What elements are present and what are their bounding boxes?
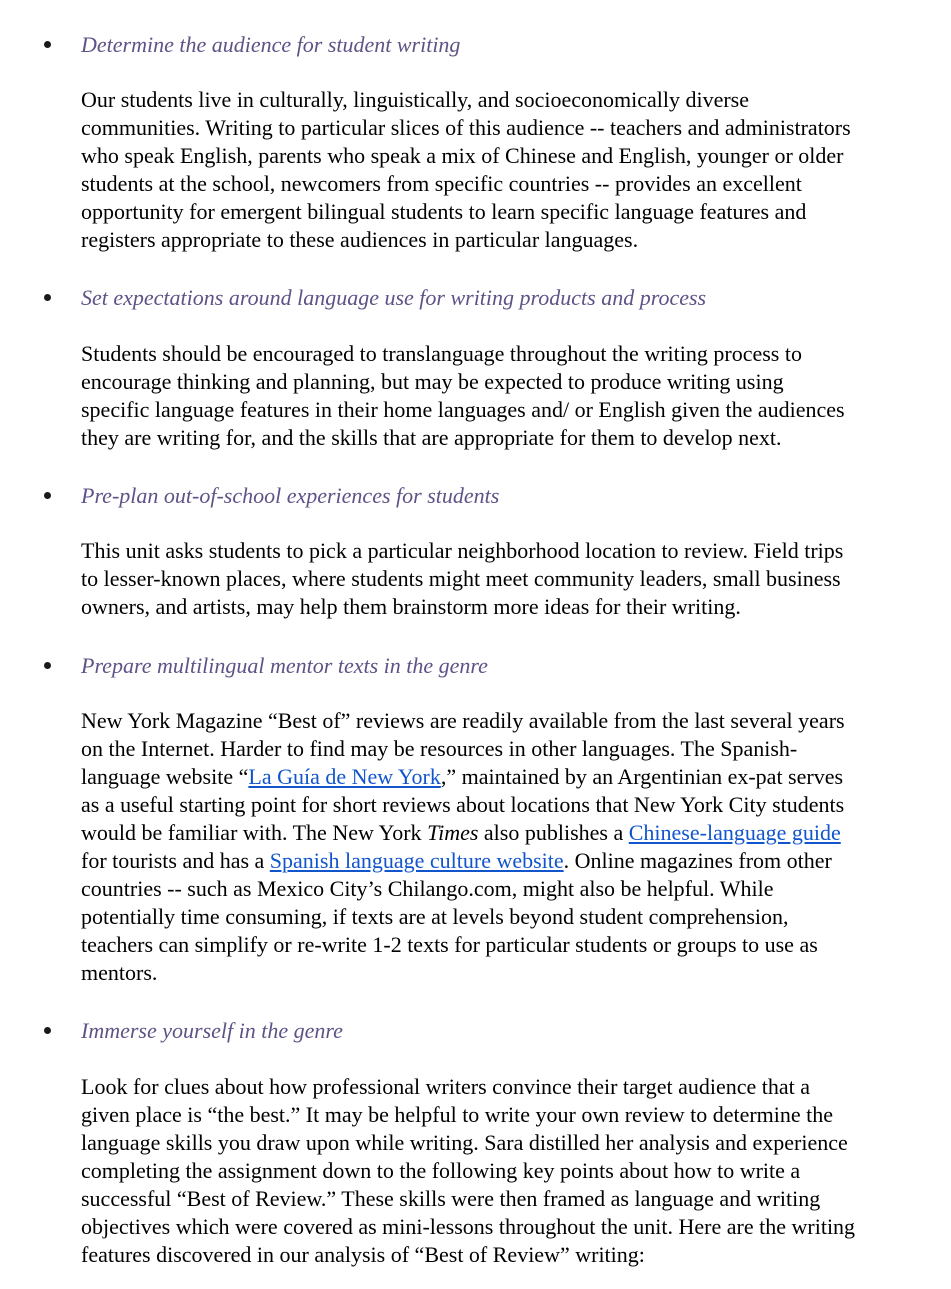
paragraph-line: as a useful starting point for short reviews about locations that New York City students xyxy=(81,792,845,817)
paragraph-line: specific language features in their home languages and/ or English given the audiences xyxy=(81,397,845,422)
paragraph-line: communities. Writing to particular slices of this audience -- teachers and administrators xyxy=(81,115,851,140)
la-guia-link[interactable]: La Guía de New York xyxy=(248,764,441,789)
section-1-heading-row xyxy=(0,31,951,59)
paragraph-line: teachers can simplify or re-write 1-2 texts for particular students or groups to use as xyxy=(81,932,818,957)
paragraph-line: successful “Best of Review.” These skills were then framed as language and writing xyxy=(81,1186,821,1211)
spanish-culture-website-link[interactable]: Spanish language culture website xyxy=(269,848,564,873)
text-run: for tourists and has a xyxy=(81,848,270,873)
bullet-icon xyxy=(42,1025,54,1037)
paragraph-line xyxy=(81,847,951,875)
paragraph-line xyxy=(81,763,951,791)
paragraph-line: given place is “the best.” It may be helpful to write your own review to determine the xyxy=(81,1102,834,1127)
section-4-heading: Prepare multilingual mentor texts in the genre xyxy=(81,653,488,678)
bullet-icon xyxy=(42,490,54,502)
paragraph-line: language skills you draw upon while writing. Sara distilled her analysis and experience xyxy=(81,1130,848,1155)
section-4-paragraph xyxy=(81,707,951,987)
bullet-icon xyxy=(42,39,54,51)
paragraph-line: to lesser-known places, where students might meet community leaders, small business xyxy=(81,566,841,591)
section-5-heading: Immerse yourself in the genre xyxy=(81,1018,343,1043)
section-2-heading: Set expectations around language use for writing products and process xyxy=(81,285,707,310)
text-run: language website “ xyxy=(81,764,249,789)
paragraph-line: students at the school, newcomers from specific countries -- provides an excellent xyxy=(81,171,802,196)
text-run: would be familiar with. The New York xyxy=(81,820,428,845)
paragraph-line: encourage thinking and planning, but may be expected to produce writing using xyxy=(81,369,784,394)
times-italic: Times xyxy=(427,820,479,845)
section-5-heading-row xyxy=(0,1017,951,1045)
paragraph-line: they are writing for, and the skills that are appropriate for them to develop next. xyxy=(81,425,782,450)
paragraph-line: registers appropriate to these audiences in particular languages. xyxy=(81,227,639,252)
section-2-paragraph xyxy=(81,340,951,452)
paragraph-line: features discovered in our analysis of “Best of Review” writing: xyxy=(81,1242,645,1267)
paragraph-line: owners, and artists, may help them brainstorm more ideas for their writing. xyxy=(81,594,741,619)
paragraph-line xyxy=(81,819,951,847)
paragraph-line: Our students live in culturally, linguistically, and socioeconomically diverse xyxy=(81,87,749,112)
paragraph-line: New York Magazine “Best of” reviews are readily available from the last several years xyxy=(81,708,845,733)
section-2-heading-row xyxy=(0,284,951,312)
section-3-heading: Pre-plan out-of-school experiences for students xyxy=(81,483,500,508)
section-5-paragraph xyxy=(81,1073,951,1269)
paragraph-line: Students should be encouraged to translanguage throughout the writing process to xyxy=(81,341,802,366)
section-1-heading: Determine the audience for student writing xyxy=(81,32,461,57)
text-run: . Online magazines from other xyxy=(563,848,832,873)
bullet-icon xyxy=(42,292,54,304)
paragraph-line: mentors. xyxy=(81,960,158,985)
bullet-icon xyxy=(42,660,54,672)
text-run: also publishes a xyxy=(478,820,629,845)
paragraph-line: objectives which were covered as mini-lessons throughout the unit. Here are the writing xyxy=(81,1214,856,1239)
paragraph-line: This unit asks students to pick a particular neighborhood location to review. Field trips xyxy=(81,538,844,563)
section-3-paragraph xyxy=(81,537,951,621)
section-1-paragraph xyxy=(81,86,951,254)
text-run: ,” maintained by an Argentinian ex-pat serves xyxy=(440,764,844,789)
paragraph-line: opportunity for emergent bilingual students to learn specific language features and xyxy=(81,199,807,224)
section-4-heading-row xyxy=(0,652,951,680)
section-3-heading-row xyxy=(0,482,951,510)
paragraph-line: who speak English, parents who speak a mix of Chinese and English, younger or older xyxy=(81,143,844,168)
paragraph-line: on the Internet. Harder to find may be resources in other languages. The Spanish- xyxy=(81,736,798,761)
paragraph-line: Look for clues about how professional writers convince their target audience that a xyxy=(81,1074,811,1099)
paragraph-line: countries -- such as Mexico City’s Chilango.com, might also be helpful. While xyxy=(81,876,774,901)
paragraph-line: potentially time consuming, if texts are at levels beyond student comprehension, xyxy=(81,904,789,929)
paragraph-line: completing the assignment down to the following key points about how to write a xyxy=(81,1158,801,1183)
chinese-language-guide-link[interactable]: Chinese-language guide xyxy=(628,820,841,845)
